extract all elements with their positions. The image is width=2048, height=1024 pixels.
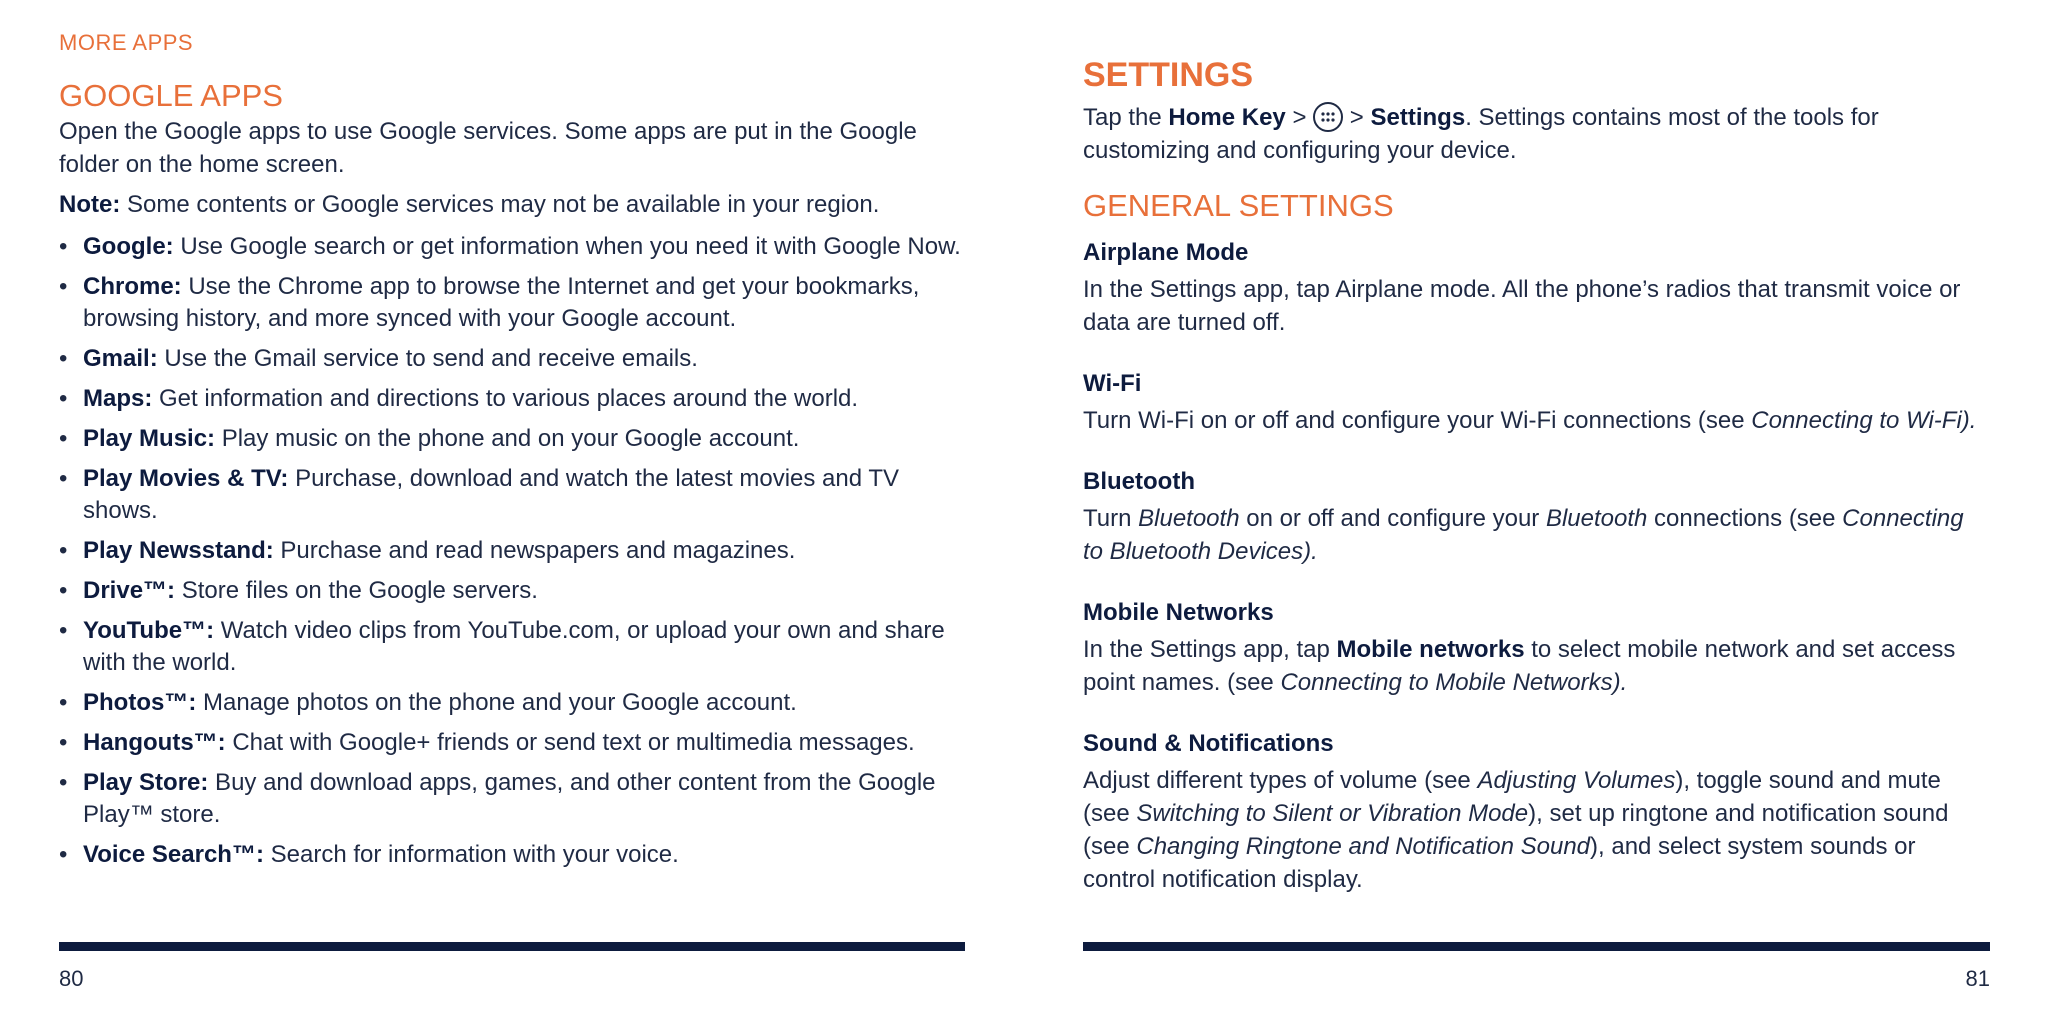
home-key-label: Home Key (1168, 104, 1286, 131)
right-page (1083, 0, 1990, 1024)
google-apps-list (59, 231, 965, 871)
sound-notifications-title: Sound & Notifications (1083, 730, 1334, 757)
airplane-mode-text: In the Settings app, tap Airplane mode. All the phone’s radios that transmit voice or data are turned off. (1083, 276, 1961, 336)
note-label: Note: (59, 191, 121, 218)
bluetooth-reference: Connecting to Bluetooth Devices). (1083, 505, 1964, 565)
list-item: • Play Music: Play music on the phone and on your Google account. (59, 423, 965, 455)
airplane-mode-section (1083, 237, 1990, 339)
bluetooth-text: Turn Bluetooth on or off and configure your Bluetooth connections (see Connecting to Bluetooth Devices). (1083, 505, 1964, 565)
bluetooth-title: Bluetooth (1083, 468, 1195, 495)
list-item: • Maps: Get information and directions to various places around the world. (59, 383, 965, 415)
footer-rule (59, 942, 965, 951)
note-paragraph (59, 188, 965, 221)
sound-notifications-text: Adjust different types of volume (see Adjusting Volumes), toggle sound and mute (see Switching to Silent or Vibration Mode), set up ringtone and notification sound (see Changing Ringtone and Notification Sound), and select system sounds or control notification display. (1083, 767, 1949, 893)
settings-label: Settings (1370, 104, 1466, 131)
list-item: • Hangouts™: Chat with Google+ friends or send text or multimedia messages. (59, 727, 965, 759)
apps-key-icon (1313, 102, 1343, 132)
page-number-left: 80 (59, 966, 84, 991)
section-label: MORE APPS (59, 30, 194, 55)
general-settings-heading: GENERAL SETTINGS (1083, 188, 1394, 223)
mobile-networks-title: Mobile Networks (1083, 599, 1274, 626)
airplane-mode-title: Airplane Mode (1083, 239, 1249, 266)
page-number-right: 81 (1965, 966, 1990, 991)
wifi-section (1083, 368, 1990, 437)
list-item: • Chrome: Use the Chrome app to browse the Internet and get your bookmarks, browsing history, and more synced with your Google account. (59, 271, 965, 335)
list-item: • Photos™: Manage photos on the phone and your Google account. (59, 687, 965, 719)
wifi-text: Turn Wi-Fi on or off and configure your Wi-Fi connections (see Connecting to Wi-Fi). (1083, 407, 1977, 434)
intro-paragraph: Open the Google apps to use Google services. Some apps are put in the Google folder on the home screen. (59, 118, 917, 178)
left-page (59, 0, 965, 1024)
note-text: Some contents or Google services may not be available in your region. (120, 191, 880, 218)
mobile-networks-reference: Connecting to Mobile Networks). (1280, 669, 1628, 696)
mobile-networks-section (1083, 597, 1990, 699)
list-item: • YouTube™: Watch video clips from YouTube.com, or upload your own and share with the world. (59, 615, 965, 679)
mobile-networks-text: In the Settings app, tap Mobile networks to select mobile network and set access point names. (see Connecting to Mobile Networks). (1083, 636, 1956, 696)
wifi-title: Wi-Fi (1083, 370, 1142, 397)
list-item: • Google: Use Google search or get information when you need it with Google Now. (59, 231, 965, 263)
list-item: • Play Movies & TV: Purchase, download and watch the latest movies and TV shows. (59, 463, 965, 527)
sound-notifications-section (1083, 728, 1990, 896)
settings-intro: Tap the Home Key > > Settings. Settings contains most of the tools for customizing and configuring your device. (1083, 101, 1990, 167)
list-item: • Play Store: Buy and download apps, games, and other content from the Google Play™ store. (59, 767, 965, 831)
footer-rule (1083, 942, 1990, 951)
list-item: • Drive™: Store files on the Google servers. (59, 575, 965, 607)
bluetooth-section (1083, 466, 1990, 568)
list-item: • Voice Search™: Search for information with your voice. (59, 839, 965, 871)
page-heading-settings: SETTINGS (1083, 56, 1254, 94)
list-item: • Gmail: Use the Gmail service to send and receive emails. (59, 343, 965, 375)
wifi-reference: Connecting to Wi-Fi). (1751, 407, 1977, 434)
page-heading-google-apps: GOOGLE APPS (59, 78, 283, 113)
list-item: • Play Newsstand: Purchase and read newspapers and magazines. (59, 535, 965, 567)
